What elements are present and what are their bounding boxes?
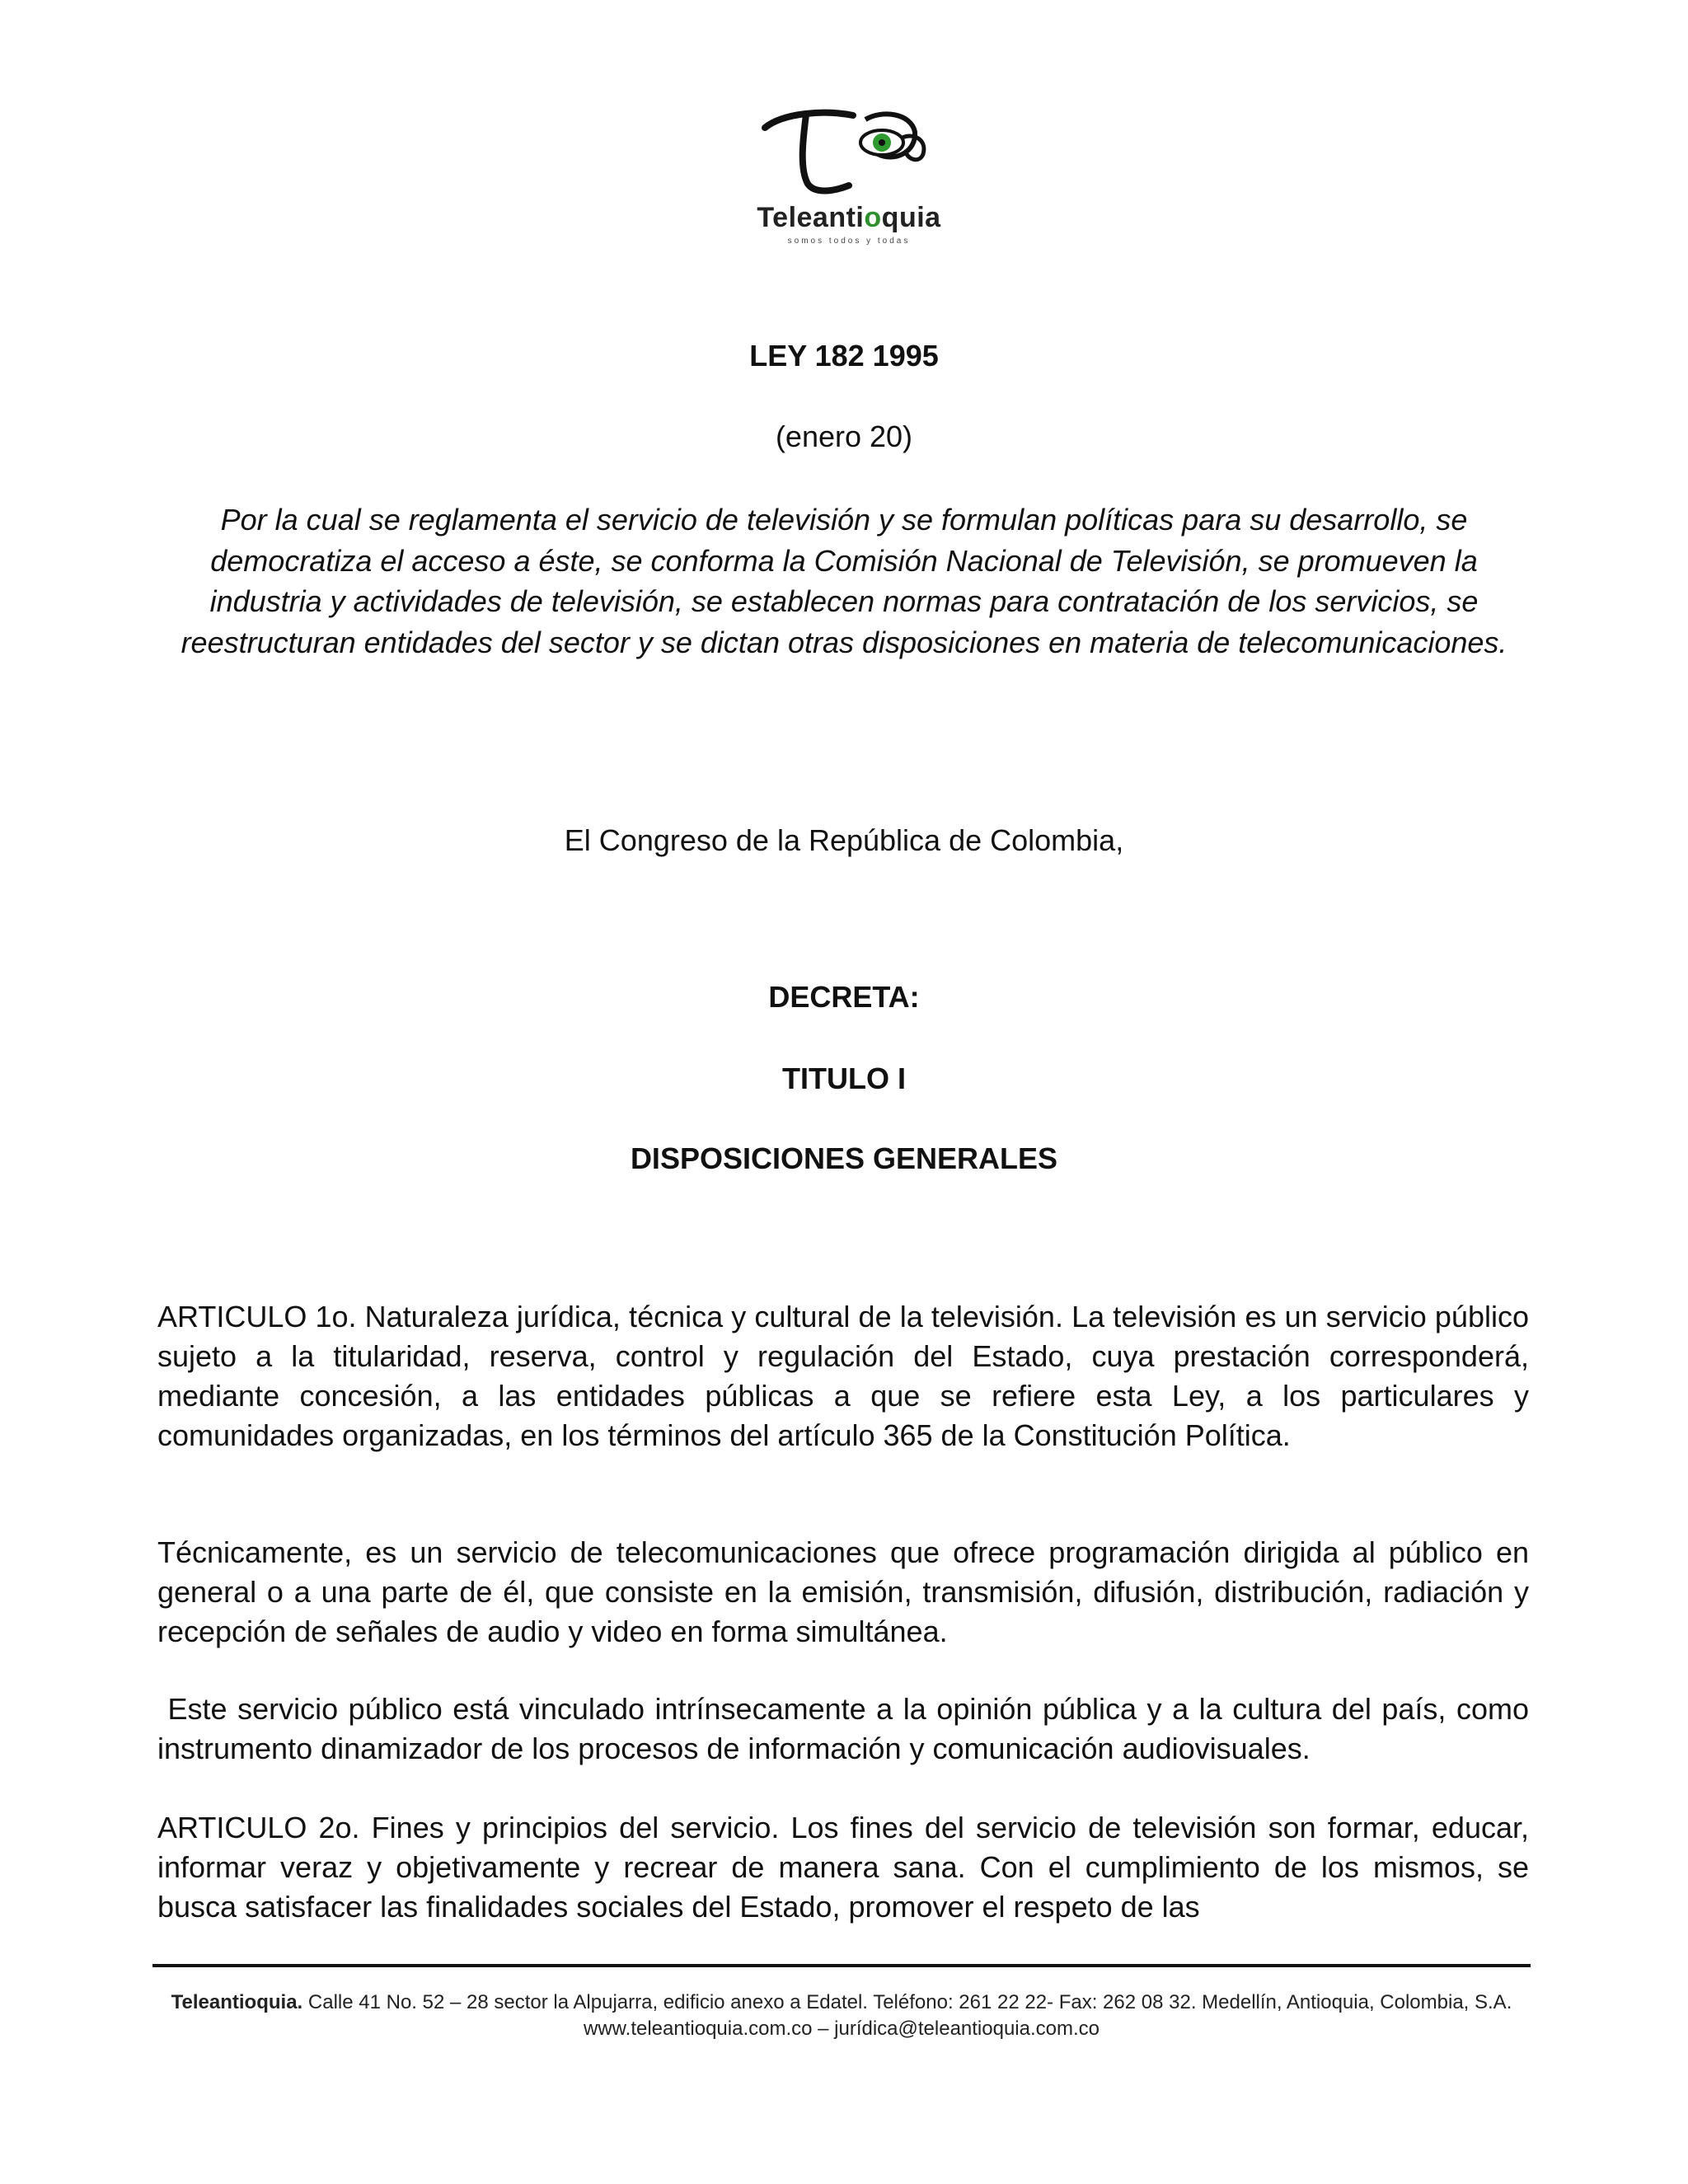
paragraph-servicio-publico: Este servicio público está vinculado intrínsecamente a la opinión pública y a la cultura del país, como instrumento dinamizador de los procesos de información y comunicación audiovisuales.	[157, 1692, 1538, 1765]
logo-name-prefix: Teleanti	[757, 202, 865, 233]
titulo-heading: TITULO I	[782, 1062, 906, 1095]
decreta-heading: DECRETA:	[768, 980, 920, 1014]
footer-brand: Teleantioquia.	[171, 1991, 303, 2013]
law-summary: Por la cual se reglamenta el servicio de televisión y se formulan políticas para su desarrollo, se democratiza el acceso a éste, se conforma la Comisión Nacional de Televisión, se promueven la industria y actividades de televisión, se establecen normas para contratación de los servicios, se reestructuran entidades del sector y se dictan otras disposiciones en materia de telecomunicaciones.	[181, 503, 1507, 659]
law-title: LEY 182 1995	[749, 339, 939, 373]
logo-name-accent: o	[864, 202, 882, 233]
logo-name-suffix: quia	[881, 202, 941, 233]
titulo-name-heading: DISPOSICIONES GENERALES	[630, 1141, 1058, 1175]
paragraph-article-2: ARTICULO 2o. Fines y principios del servicio. Los fines del servicio de televisión son formar, educar, informar veraz y objetivamente y recrear de manera sana. Con el cumplimiento de los mismos, se busca satisfacer las finalidades sociales del Estado, promover el respeto de las	[157, 1811, 1529, 1924]
teleantioquia-logo	[742, 103, 956, 260]
issuer-line: El Congreso de la República de Colombia,	[564, 823, 1124, 857]
logo-wordmark	[742, 202, 956, 234]
paragraph-tecnicamente: Técnicamente, es un servicio de telecomunicaciones que ofrece programación dirigida al público en general o a una parte de él, que consiste en la emisión, transmisión, difusión, distribución, radiación y recepción de señales de audio y video en forma simultánea.	[157, 1535, 1529, 1648]
footer-web[interactable]: www.teleantioquia.com.co – jurídica@teleantioquia.com.co	[583, 2018, 1100, 2040]
paragraph-article-1: ARTICULO 1o. Naturaleza jurídica, técnica y cultural de la televisión. La televisión es un servicio público sujeto a la titularidad, reserva, control y regulación del Estado, cuya prestación corresponderá, mediante concesión, a las entidades públicas a que se refiere esta Ley, a los particulares y comunidades organizadas, en los términos del artículo 365 de la Constitución Política.	[157, 1300, 1529, 1452]
footer	[152, 1990, 1531, 2042]
logo-tagline: somos todos y todas	[787, 237, 911, 246]
footer-address-block	[152, 1990, 1531, 2016]
footer-address: Calle 41 No. 52 – 28 sector la Alpujarra, edificio anexo a Edatel. Teléfono: 261 22 22- Fax: 262 08 32. Medellín, Antioquia, Colombia, S.A.	[302, 1991, 1512, 2013]
logo-mark-icon	[742, 103, 956, 202]
law-date: (enero 20)	[775, 419, 913, 453]
footer-divider	[152, 1964, 1531, 1967]
